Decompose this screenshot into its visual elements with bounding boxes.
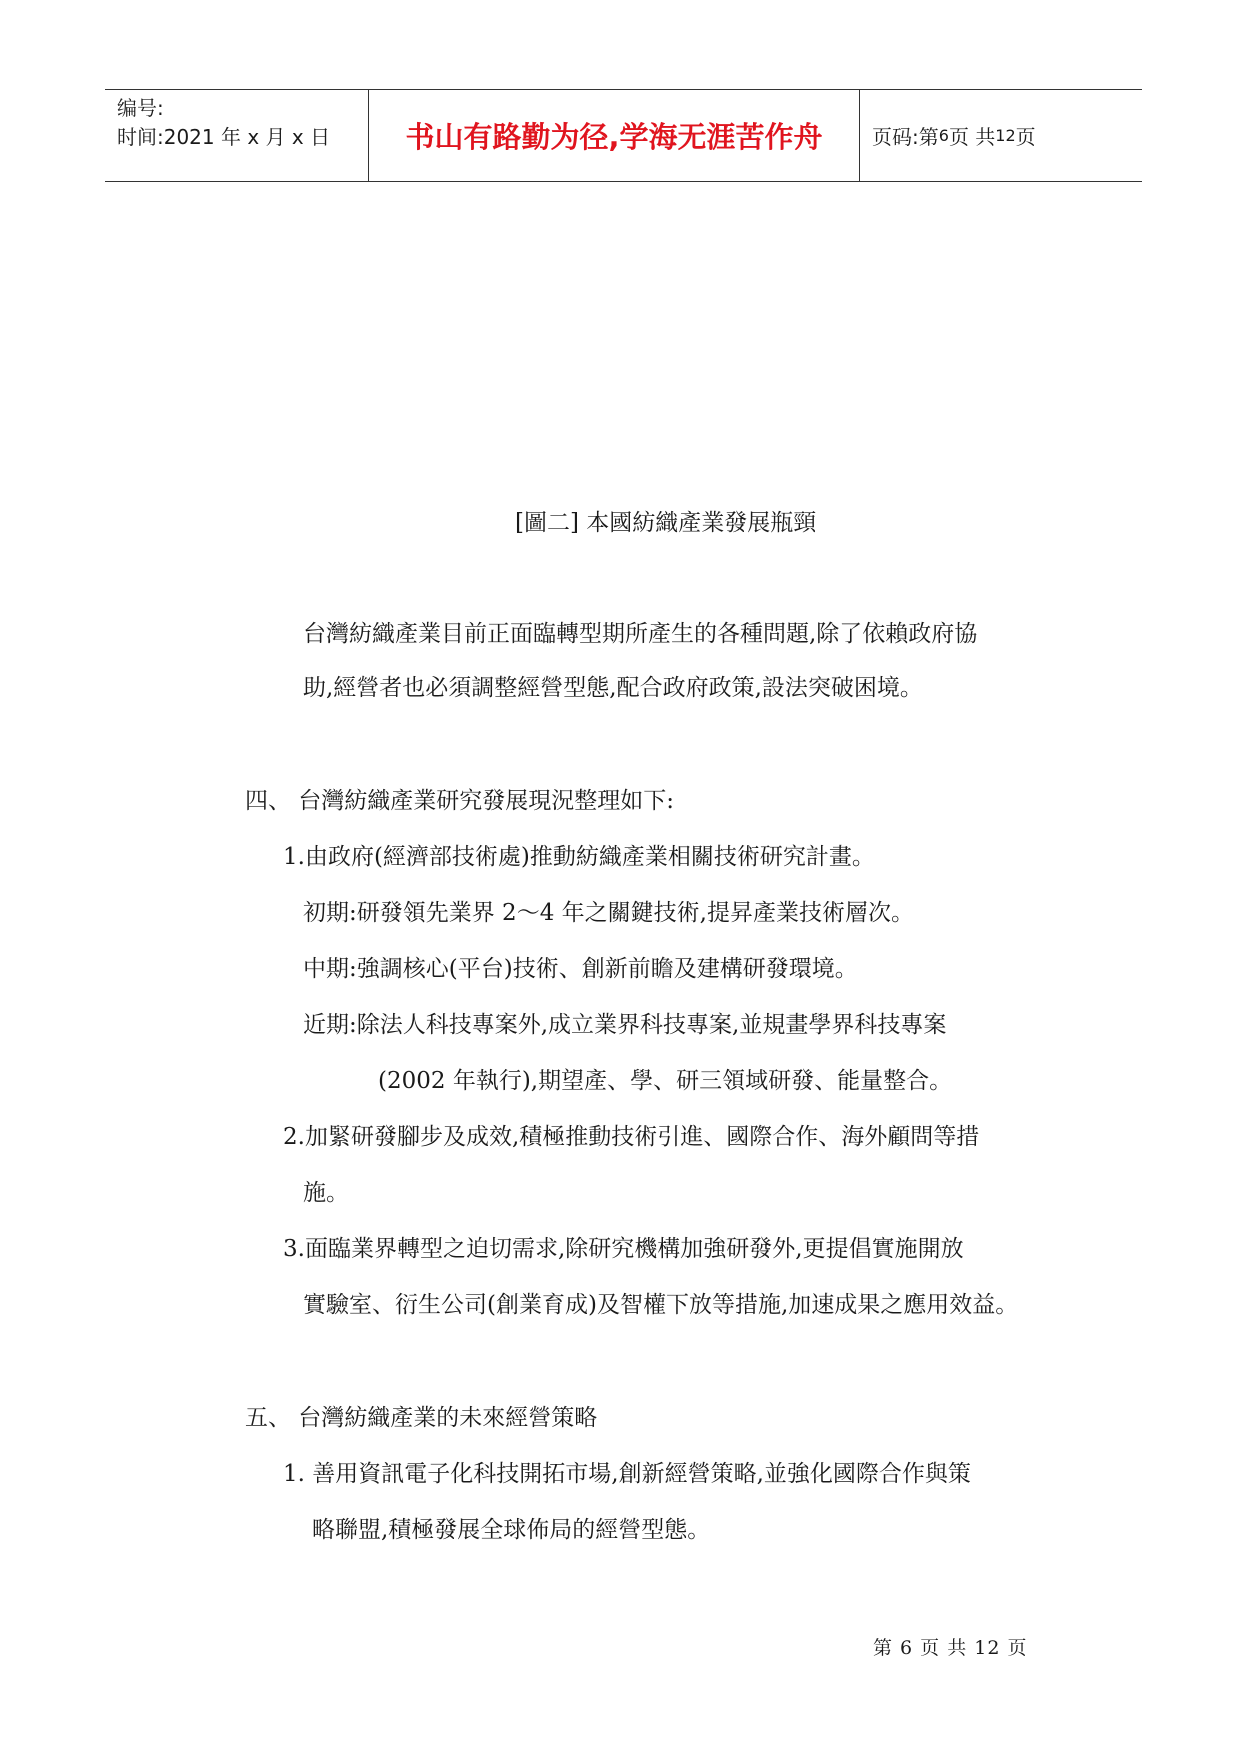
page-current: 6 <box>938 126 949 145</box>
list-subitem: 中期:強調核心(平台)技術、創新前瞻及建構研發環境。 <box>303 956 858 982</box>
section-heading-4: 四、 台灣紡織產業研究發展現況整理如下: <box>245 788 675 814</box>
list-subitem: 近期:除法人科技專案外,成立業界科技專案,並規畫學界科技專案 <box>303 1012 947 1038</box>
paragraph-line: 助,經營者也必須調整經營型態,配合政府政策,設法突破困境。 <box>303 675 923 701</box>
figure-caption: [圖二] 本國紡織產業發展瓶頸 <box>515 510 817 536</box>
page-header <box>105 89 1142 182</box>
list-item: 1. 善用資訊電子化科技開拓市場,創新經營策略,並強化國際合作與策 <box>283 1461 971 1487</box>
page-prefix: 页码:第 <box>872 125 939 149</box>
page-footer: 第 6 页 共 12 页 <box>873 1637 1028 1659</box>
page-suffix: 页 <box>1015 125 1036 149</box>
section-heading-5: 五、 台灣紡織產業的未來經營策略 <box>245 1405 598 1431</box>
list-item-continuation: 實驗室、衍生公司(創業育成)及智權下放等措施,加速成果之應用效益。 <box>303 1292 1019 1318</box>
paragraph-line: 台灣紡織產業目前正面臨轉型期所產生的各種問題,除了依賴政府協 <box>303 621 978 647</box>
document-number-label: 编号: <box>117 96 164 120</box>
list-subitem: 初期:研發領先業界 2～4 年之關鍵技術,提昇產業技術層次。 <box>303 900 914 926</box>
list-subitem-continuation: (2002 年執行),期望產、學、研三領域研發、能量整合。 <box>378 1068 953 1094</box>
list-item-continuation: 施。 <box>303 1180 349 1206</box>
list-item: 2.加緊研發腳步及成效,積極推動技術引進、國際合作、海外顧問等措 <box>283 1124 980 1150</box>
document-time-label: 时间:2021 年 x 月 x 日 <box>117 125 331 149</box>
list-item-continuation: 略聯盟,積極發展全球佈局的經營型態。 <box>312 1517 711 1543</box>
page-total: 12 <box>995 126 1016 145</box>
header-motto-cell <box>369 90 860 181</box>
header-page-cell <box>860 90 1142 181</box>
list-item: 3.面臨業界轉型之迫切需求,除研究機構加強研發外,更提倡實施開放 <box>283 1236 964 1262</box>
header-meta-cell <box>105 90 369 181</box>
page-mid: 页 共 <box>948 125 996 149</box>
header-motto: 书山有路勤为径,学海无涯苦作舟 <box>405 120 823 154</box>
list-item: 1.由政府(經濟部技術處)推動紡織產業相關技術研究計畫。 <box>283 844 875 870</box>
